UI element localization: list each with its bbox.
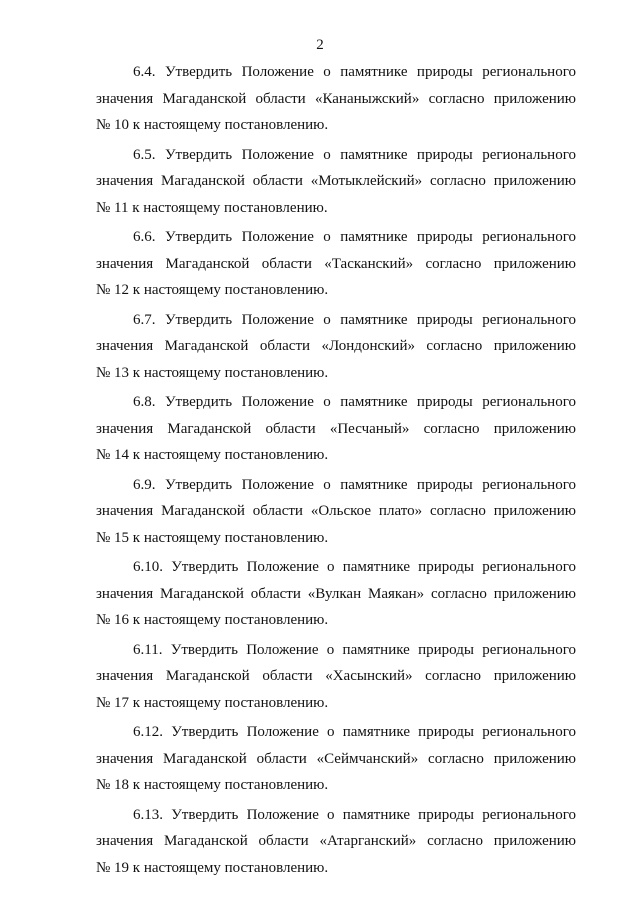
paragraph-line: 6.13. Утвердить Положение о памятнике природы регионального [133, 806, 576, 823]
paragraph-line: значения Магаданской области «Атарганский» согласно приложению [96, 833, 576, 849]
paragraph-line: № 16 к настоящему постановлению. [96, 612, 329, 628]
paragraph-line: 6.4. Утвердить Положение о памятнике природы регионального [133, 64, 576, 80]
paragraph-list [96, 59, 576, 884]
page-number: 2 [316, 37, 324, 53]
paragraph-line: значения Магаданской области «Хасынский» согласно приложению [96, 668, 576, 684]
paragraph-line: 6.5. Утвердить Положение о памятнике природы регионального [133, 146, 576, 163]
paragraph-6-9 [96, 472, 576, 552]
paragraph-line: значения Магаданской области «Ольское плато» согласно приложению [96, 503, 576, 519]
paragraph-line: значения Магаданской области «Вулкан Маякан» согласно приложению [96, 585, 576, 602]
paragraph-line: 6.10. Утвердить Положение о памятнике природы регионального [133, 559, 576, 575]
paragraph-6-12 [96, 719, 576, 799]
paragraph-line: значения Магаданской области «Лондонский» согласно приложению [96, 338, 576, 354]
paragraph-6-8 [96, 389, 576, 469]
paragraph-6-11 [96, 637, 576, 717]
paragraph-line: № 14 к настоящему постановлению. [96, 447, 329, 463]
paragraph-6-4 [96, 59, 576, 139]
paragraph-line: № 13 к настоящему постановлению. [96, 364, 329, 381]
paragraph-line: № 18 к настоящему постановлению. [96, 777, 329, 793]
paragraph-6-10 [96, 554, 576, 634]
paragraph-line: № 17 к настоящему постановлению. [96, 694, 329, 711]
paragraph-6-5 [96, 142, 576, 222]
paragraph-line: значения Магаданской области «Тасканский» согласно приложению [96, 255, 576, 272]
paragraph-line: значения Магаданской области «Мотыклейский» согласно приложению [96, 173, 576, 189]
paragraph-6-13 [96, 802, 576, 882]
paragraph-line: 6.11. Утвердить Положение о памятнике природы регионального [133, 641, 576, 658]
paragraph-line: № 12 к настоящему постановлению. [96, 282, 329, 298]
paragraph-line: 6.9. Утвердить Положение о памятнике природы регионального [133, 476, 576, 493]
paragraph-line: значения Магаданской области «Кананыжский» согласно приложению [96, 90, 576, 107]
paragraph-line: № 15 к настоящему постановлению. [96, 529, 329, 546]
paragraph-line: 6.8. Утвердить Положение о памятнике природы регионального [133, 394, 576, 410]
paragraph-line: 6.6. Утвердить Положение о памятнике природы регионального [133, 229, 576, 245]
paragraph-line: 6.7. Утвердить Положение о памятнике природы регионального [133, 311, 576, 328]
paragraph-line: значения Магаданской области «Сеймчанский» согласно приложению [96, 750, 576, 767]
paragraph-line: № 11 к настоящему постановлению. [96, 199, 328, 216]
paragraph-6-7 [96, 307, 576, 387]
paragraph-line: № 19 к настоящему постановлению. [96, 859, 329, 876]
paragraph-line: № 10 к настоящему постановлению. [96, 117, 329, 133]
paragraph-line: значения Магаданской области «Песчаный» согласно приложению [96, 420, 576, 437]
paragraph-6-6 [96, 224, 576, 304]
paragraph-line: 6.12. Утвердить Положение о памятнике природы регионального [133, 724, 576, 740]
